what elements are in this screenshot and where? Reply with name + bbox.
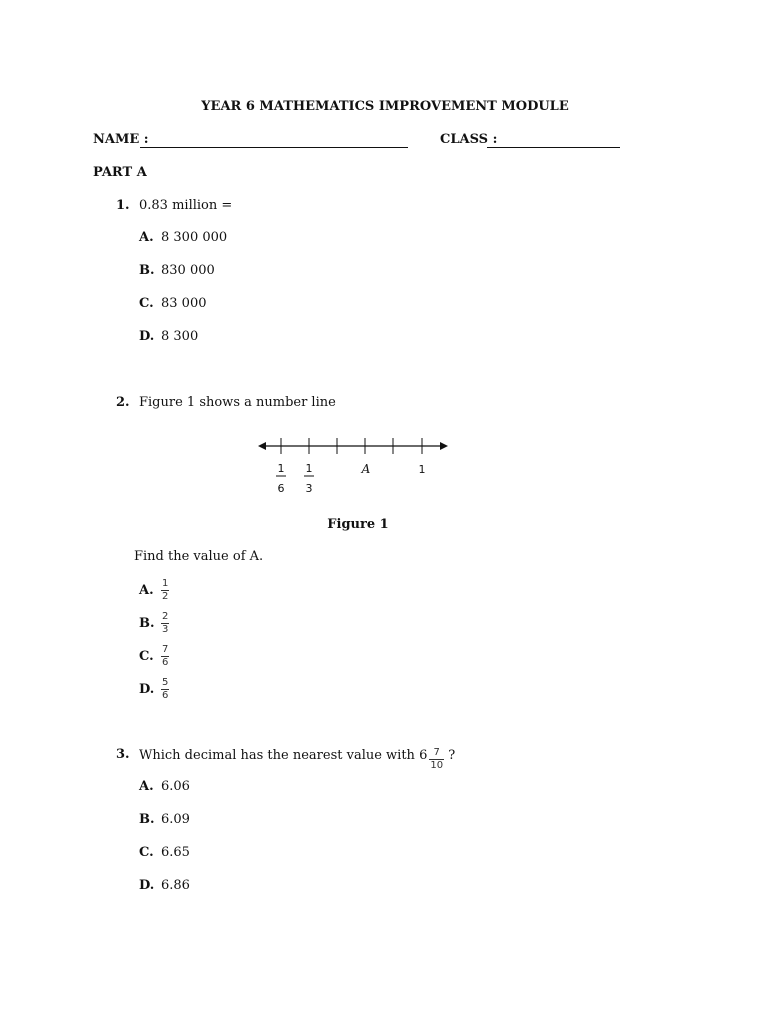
tick-label-one: 1 (418, 463, 426, 476)
question-text: 0.83 million = (139, 198, 233, 213)
class-label: CLASS : (440, 132, 498, 147)
option-text: 8 300 (161, 329, 199, 344)
left-arrow-icon (258, 442, 266, 450)
option-item (139, 645, 169, 668)
fraction-numerator: 5 (162, 677, 169, 688)
option-fraction (161, 645, 169, 668)
class-field[interactable] (487, 147, 620, 148)
question-fraction (429, 748, 444, 771)
option-letter: D. (139, 682, 155, 697)
option-letter: C. (139, 296, 154, 311)
name-label: NAME : (93, 132, 149, 147)
option-item (139, 812, 190, 827)
fraction-numerator: 1 (162, 578, 169, 589)
option-letter: C. (139, 845, 154, 860)
figure-caption: Figure 1 (327, 517, 389, 532)
fraction-denominator: 6 (162, 690, 169, 701)
option-fraction (161, 678, 169, 701)
option-letter: C. (139, 649, 154, 664)
tick-label-denominator: 3 (305, 482, 313, 495)
option-text: 830 000 (161, 263, 215, 278)
option-item (139, 612, 169, 635)
question-prompt: Find the value of A. (134, 549, 264, 564)
option-letter: B. (139, 616, 155, 631)
option-item (139, 329, 198, 344)
fraction-denominator: 3 (162, 624, 169, 635)
question-text (139, 744, 456, 771)
option-letter: B. (139, 812, 155, 827)
question-number: 1. (116, 198, 130, 213)
option-letter: A. (139, 230, 154, 245)
option-item (139, 579, 169, 602)
fraction-numerator: 2 (162, 611, 169, 622)
tick-label-numerator: 1 (277, 462, 285, 475)
option-fraction (161, 612, 169, 635)
question-number: 3. (116, 747, 130, 762)
fraction-denominator: 2 (162, 591, 169, 602)
number-line-figure (250, 432, 460, 500)
right-arrow-icon (440, 442, 448, 450)
question-text: Figure 1 shows a number line (139, 395, 336, 410)
part-label: PART A (93, 165, 147, 180)
fraction-denominator: 10 (430, 760, 444, 771)
tick-label-numerator: 1 (305, 462, 313, 475)
option-text: 6.65 (161, 845, 190, 860)
fraction-numerator: 7 (433, 747, 440, 758)
name-field[interactable] (140, 147, 408, 148)
question-mark: ? (448, 748, 456, 763)
tick-label-a: A (361, 462, 371, 476)
option-item (139, 845, 190, 860)
option-text: 6.86 (161, 878, 190, 893)
option-item (139, 878, 190, 893)
question-number: 2. (116, 395, 130, 410)
option-text: 8 300 000 (161, 230, 228, 245)
tick-label-denominator: 6 (277, 482, 285, 495)
fraction-denominator: 6 (162, 657, 169, 668)
option-letter: B. (139, 263, 155, 278)
option-text: 6.06 (161, 779, 190, 794)
fraction-numerator: 7 (162, 644, 169, 655)
option-letter: D. (139, 878, 155, 893)
question-text-main: Which decimal has the nearest value with 6 (139, 748, 428, 763)
option-item (139, 296, 207, 311)
option-text: 6.09 (161, 812, 190, 827)
option-item (139, 779, 190, 794)
option-letter: D. (139, 329, 155, 344)
page-title: YEAR 6 MATHEMATICS IMPROVEMENT MODULE (201, 99, 569, 114)
option-letter: A. (139, 779, 154, 794)
option-item (139, 678, 169, 701)
option-letter: A. (139, 583, 154, 598)
option-text: 83 000 (161, 296, 207, 311)
option-fraction (161, 579, 169, 602)
option-item (139, 230, 227, 245)
option-item (139, 263, 215, 278)
